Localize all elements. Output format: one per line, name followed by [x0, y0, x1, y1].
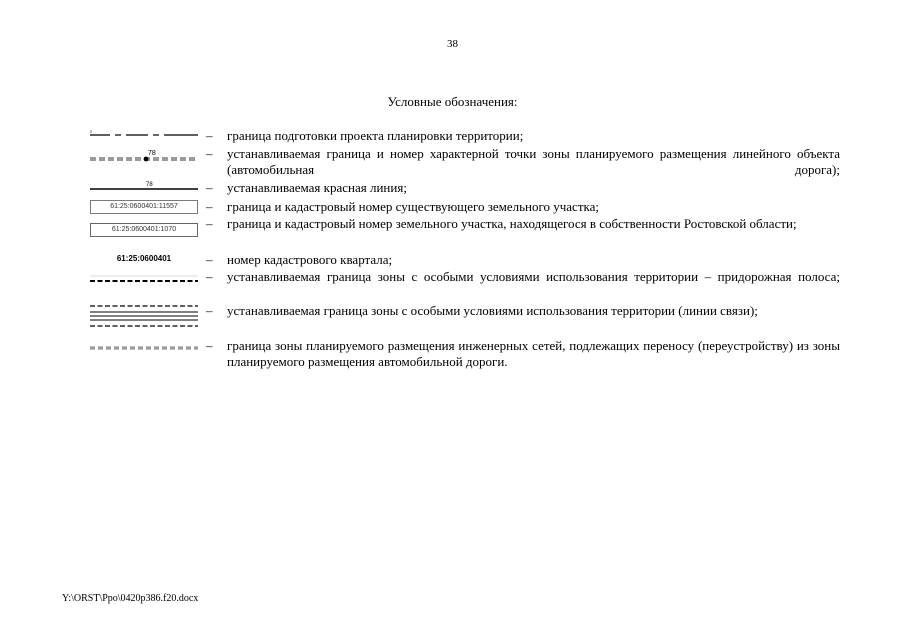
legend-text: номер кадастрового квартала;: [227, 252, 393, 267]
point-number-label: 78: [146, 182, 153, 188]
solid-line-with-point-icon: [88, 180, 200, 196]
grey-dashed-boundary-with-point-icon: [88, 146, 200, 162]
legend-dash: –: [206, 269, 213, 284]
legend-dash: –: [206, 146, 213, 161]
legend-dash: –: [206, 303, 213, 318]
legend-dash: –: [206, 252, 213, 267]
legend-text-content: устанавливаемая граница и номер характерной точки зоны планируемого размещения линейного объекта (автомобильная дорога);: [227, 146, 840, 177]
legend-dash: –: [206, 338, 213, 353]
legend-dash: –: [206, 199, 213, 214]
legend-text: [227, 269, 840, 285]
legend-dash: –: [206, 216, 213, 231]
legend-text: граница и кадастровый номер существующего земельного участка;: [227, 199, 600, 214]
legend-text: граница зоны планируемого размещения инженерных сетей, подлежащих переносу (переустройству) из зоны планируемого размещения автомобильной дороги.: [227, 338, 840, 369]
parcel-box-icon: 61:25:0600401:11557: [90, 200, 198, 214]
grey-dashed-line-icon: [88, 338, 200, 354]
bold-dashed-line-icon: [88, 269, 200, 285]
legend-text-content: устанавливаемая граница зоны с особыми условиями использования территории – придорожная полоса;: [227, 269, 840, 284]
legend-text: устанавливаемая красная линия;: [227, 180, 407, 195]
parcel-box-hatched-icon: 61:25:0600401:1070: [90, 223, 198, 237]
hatched-band-icon: [88, 303, 200, 331]
cadastral-quarter-label: 61:25:0600401: [116, 254, 172, 263]
legend-text: граница подготовки проекта планировки территории;: [227, 128, 524, 143]
legend-text: [227, 146, 840, 178]
dash-long-short-line-icon: [88, 128, 200, 144]
page-number: 38: [447, 38, 458, 50]
legend-dash: –: [206, 128, 213, 143]
footer-file-path: Y:\ORST\Ppo\0420p386.f20.docx: [62, 593, 199, 604]
legend-text: устанавливаемая граница зоны с особыми условиями использования территории (линии связи);: [227, 303, 758, 318]
point-number-label: 78: [148, 150, 156, 157]
legend-heading: Условные обозначения:: [387, 94, 518, 109]
legend-text: граница и кадастровый номер земельного участка, находящегося в собственности Ростовской области;: [227, 216, 797, 231]
legend-dash: –: [206, 180, 213, 195]
